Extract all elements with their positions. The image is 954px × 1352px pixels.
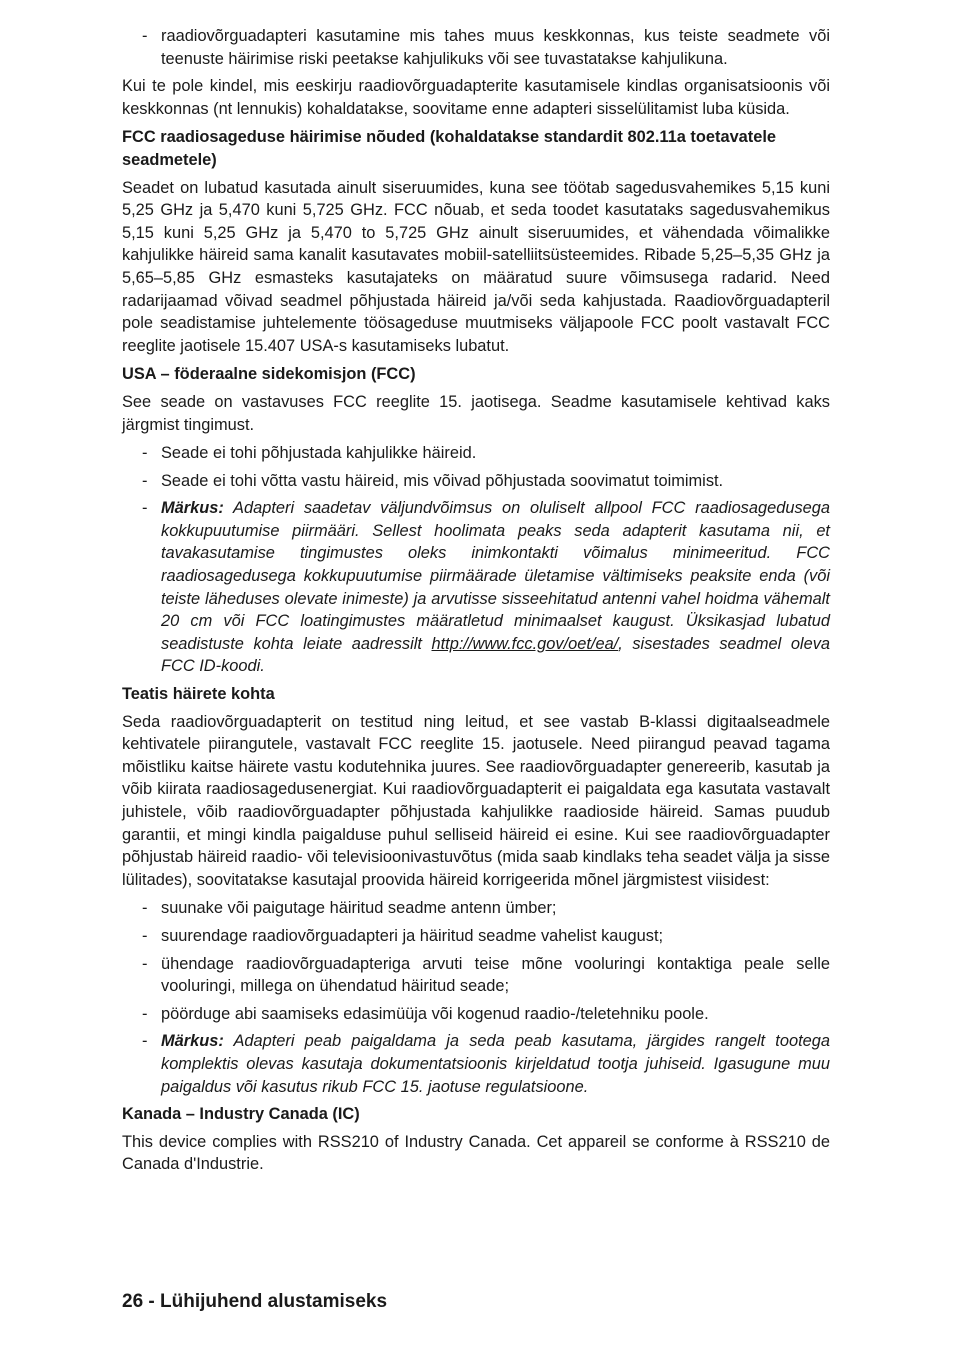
list-item <box>122 925 830 948</box>
dash-bullet: - <box>142 1004 148 1023</box>
dash-bullet: - <box>142 471 148 490</box>
note-text: Adapteri saadetav väljundvõimsus on oluliselt allpool FCC raadiosagedusega kokkupuutumise piirmääri. Sellest hoolimata peaks seda adapterit kasutama nii, et tavakasutamise tingimustes oleks inimkontakti võimalus minimeeritud. FCC raadiosagedusega kokkupuutumise piirmäärade ületamise vältimiseks peaksite enda (või teiste läheduses olevate inimeste) ja arvutisse sisseehitatud antenni vahel hoidma vähemalt 20 cm või FCC loatingimustes määratletud minimaalset kaugust. Üksikasjad lubatud seadistuste kohta leiate aadressilt <box>161 499 830 653</box>
interference-paragraph: Seda raadiovõrguadapterit on testitud ning leitud, et see vastab B-klassi digitaalseadmele kehtivatele piirangutele, vastavalt FCC reeglite 15. jaotusele. Need piirangud peavad tagama mõistliku kaitse häirete vastu kodutehnika juures. See raadiovõrguadapter genereerib, kasutab ja võib kiirata raadiosagedusenergiat. Kui raadiovõrguadapterit ei paigaldata ega kasutata vastavalt juhistele, võib raadiovõrguadapter põhjustada kahjulikke raadioside häireid. Samas puudub garantii, et mingi kindla paigalduse puhul selliseid häireid ei esine. Kui see raadiovõrguadapter põhjustab häireid raadio- või televisioonivastuvõtus (mida saab kindlaks teha seadet välja ja sisse lülitades), soovitatakse kasutajal proovida häireid korrigeerida mõnel järgmistest viisidest: <box>122 712 830 889</box>
usa-conditions-list <box>122 442 830 678</box>
dash-bullet: - <box>142 1032 148 1051</box>
note-label: Märkus: <box>161 1032 224 1051</box>
list-item <box>122 897 830 920</box>
usa-paragraph: See seade on vastavuses FCC reeglite 15. jaotisega. Seadme kasutamisele kehtivad kaks järgmist tingimust. <box>122 392 830 434</box>
list-item-text: suunake või paigutage häiritud seadme antenn ümber; <box>161 899 557 918</box>
canada-heading: Kanada – Industry Canada (IC) <box>122 1105 360 1124</box>
list-item <box>122 442 830 465</box>
dash-bullet: - <box>142 499 148 518</box>
list-item-text: pöörduge abi saamiseks edasimüüja või kogenud raadio-/teletehniku poole. <box>161 1004 709 1023</box>
intro-paragraph: Kui te pole kindel, mis eeskirju raadiovõrguadapterite kasutamisele kindlas organisatsioonis või keskkonnas (nt lennukis) kohaldatakse, soovitame enne adapteri sisselülitamist luba küsida. <box>122 77 830 118</box>
interference-note <box>122 1030 830 1098</box>
dash-bullet: - <box>142 926 148 945</box>
fcc-heading: FCC raadiosageduse häirimise nõuded (kohaldatakse standardit 802.11a toetavatele seadmetele) <box>122 128 777 169</box>
list-item-text: Seade ei tohi võtta vastu häireid, mis võivad põhjustada soovimatut toimimist. <box>161 471 724 490</box>
dash-bullet: - <box>142 27 148 45</box>
fcc-paragraph: Seadet on lubatud kasutada ainult siseruumides, kuna see töötab sagedusvahemikes 5,15 kuni 5,25 GHz ja 5,470 kuni 5,725 GHz. FCC nõuab, et seda toodet kasutataks sagedusvahemikus 5,15 kuni 5,25 GHz ja 5,470 to 5,725 GHz ainult siseruumides, et vähendada võimalikke kahjulikke häireid sama kanalit kasutavates mobiil-satelliitsüsteemides. Ribade 5,25–5,35 GHz ja 5,65–5,85 GHz esmasteks kasutajateks on määratud suure võimsusega radarid. Need radarijaamad võivad seadmel põhjustada häireid ja/või seda kahjustada. Raadiovõrguadapteril pole seadistamise juhtelemente töösageduse muutmiseks väljapoole FCC poolt vastavalt FCC reeglite jaotisele 15.407 USA-s kasutamiseks lubatut. <box>122 178 830 355</box>
interference-measures-list <box>122 897 830 1098</box>
note-label: Märkus: <box>161 499 224 518</box>
page-content <box>122 25 830 1182</box>
usa-note <box>122 497 830 678</box>
list-item <box>122 953 830 998</box>
intro-list <box>122 25 830 70</box>
list-item <box>122 25 830 70</box>
canada-paragraph: This device complies with RSS210 of Industry Canada. Cet appareil se conforme à RSS210 de Canada d'Industrie. <box>122 1132 830 1174</box>
usa-heading: USA – föderaalne sidekomisjon (FCC) <box>122 365 416 384</box>
list-item-text: suurendage raadiovõrguadapteri ja häiritud seadme vahelist kaugust; <box>161 926 664 945</box>
dash-bullet: - <box>142 899 148 918</box>
list-item-text: raadiovõrguadapteri kasutamine mis tahes muus keskkonnas, kus teiste seadmete või teenuste häirimise riski peetakse kahjulikuks või see tuvastatakse kahjulikuna. <box>161 27 830 68</box>
list-item <box>122 1003 830 1026</box>
list-item-text: Seade ei tohi põhjustada kahjulikke häireid. <box>161 444 477 463</box>
note-text: Adapteri peab paigaldama ja seda peab kasutama, järgides rangelt tootega komplektis olevas kasutaja dokumentatsioonis kirjeldatud tootja juhiseid. Igasugune muu paigaldus või kasutus rikub FCC 15. jaotuse regulatsioone. <box>161 1032 830 1096</box>
page-footer: 26 - Lühijuhend alustamiseks <box>122 1291 388 1312</box>
dash-bullet: - <box>142 954 148 973</box>
list-item-text: ühendage raadiovõrguadapteriga arvuti teise mõne vooluringi kontaktiga peale selle vooluringi, millega on ühendatud häiritud seade; <box>161 954 830 996</box>
note-text-end: , sisestades seadmel oleva FCC ID-koodi. <box>161 634 831 676</box>
dash-bullet: - <box>142 444 148 463</box>
fcc-link[interactable]: http://www.fcc.gov/oet/ea/ <box>431 634 619 653</box>
list-item <box>122 470 830 493</box>
interference-heading: Teatis häirete kohta <box>122 685 275 704</box>
